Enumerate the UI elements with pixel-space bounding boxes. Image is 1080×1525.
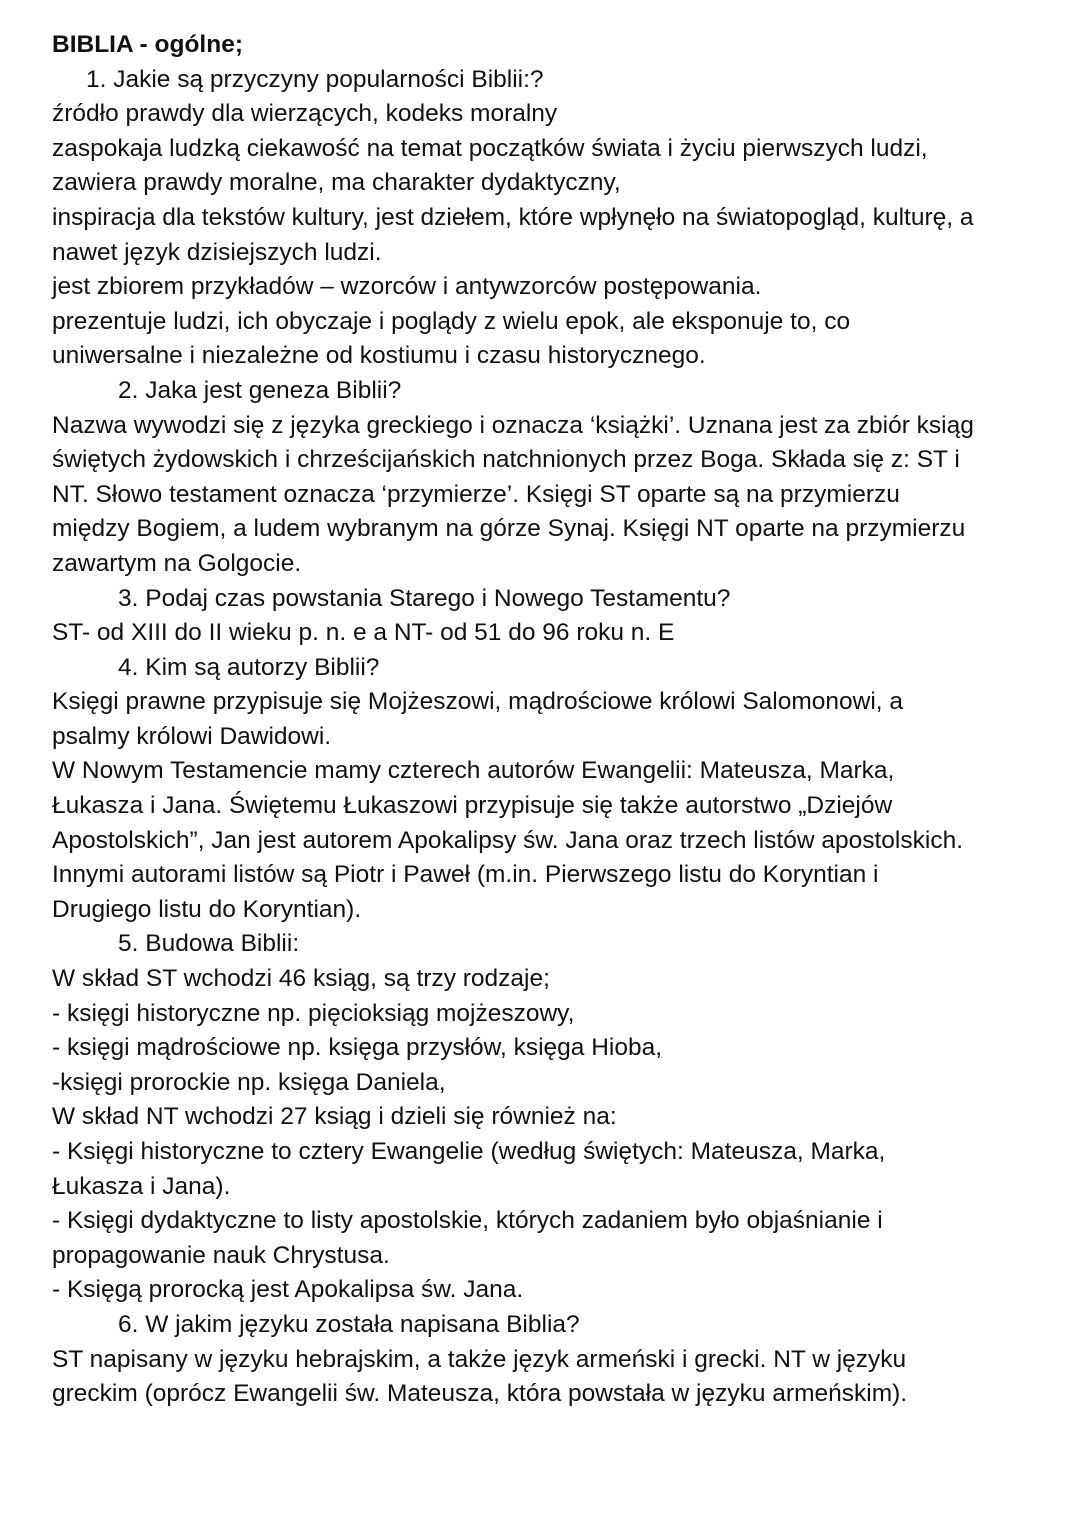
paragraph-line: Apostolskich”, Jan jest autorem Apokalipsy św. Jana oraz trzech listów apostolskich.: [52, 826, 963, 854]
paragraph-line: między Bogiem, a ludem wybranym na górze Synaj. Księgi NT oparte na przymierzu: [52, 515, 966, 543]
paragraph-line: zawartym na Golgocie.: [52, 549, 302, 577]
question-heading: 2. Jaka jest geneza Biblii?: [118, 376, 402, 404]
paragraph-line: Księgi prawne przypisuje się Mojżeszowi, mądrościowe królowi Salomonowi, a: [52, 688, 904, 716]
paragraph-line: jest zbiorem przykładów – wzorców i antywzorców postępowania.: [52, 273, 762, 301]
document-page: [52, 28, 1062, 1412]
paragraph-line: Drugiego listu do Koryntian).: [52, 895, 362, 923]
question-heading: 3. Podaj czas powstania Starego i Nowego Testamentu?: [118, 584, 731, 612]
paragraph-line: Łukasza i Jana. Świętemu Łukaszowi przypisuje się także autorstwo „Dziejów: [52, 792, 893, 820]
question-heading: 4. Kim są autorzy Biblii?: [118, 653, 380, 681]
paragraph-line: Innymi autorami listów są Piotr i Paweł (m.in. Pierwszego listu do Koryntian i: [52, 861, 879, 889]
paragraph-line: - Księgi dydaktyczne to listy apostolskie, których zadaniem było objaśnianie i: [52, 1207, 883, 1235]
paragraph-line: NT. Słowo testament oznacza ‘przymierze’. Księgi ST oparte są na przymierzu: [52, 480, 900, 508]
paragraph-line: ST- od XIII do II wieku p. n. e a NT- od 51 do 96 roku n. E: [52, 619, 675, 647]
paragraph-line: - Księgi historyczne to cztery Ewangelie (według świętych: Mateusza, Marka,: [52, 1138, 886, 1165]
paragraph-line: - księgi mądrościowe np. księga przysłów, księga Hioba,: [52, 1034, 663, 1062]
paragraph-line: -księgi prorockie np. księga Daniela,: [52, 1068, 446, 1096]
paragraph-line: świętych żydowskich i chrześcijańskich natchnionych przez Boga. Składa się z: ST i: [52, 446, 960, 474]
paragraph-line: prezentuje ludzi, ich obyczaje i poglądy z wielu epok, ale eksponuje to, co: [52, 307, 851, 335]
paragraph-line: uniwersalne i niezależne od kostiumu i czasu historycznego.: [52, 342, 706, 370]
paragraph-line: Łukasza i Jana).: [52, 1172, 231, 1200]
paragraph-line: źródło prawdy dla wierzących, kodeks moralny: [52, 100, 558, 128]
question-heading: 5. Budowa Biblii:: [118, 930, 300, 958]
paragraph-line: propagowanie nauk Chrystusa.: [52, 1241, 390, 1269]
question-heading: 6. W jakim języku została napisana Biblia?: [118, 1310, 580, 1338]
paragraph-line: inspiracja dla tekstów kultury, jest dziełem, które wpłynęło na światopogląd, kulturę, a: [52, 203, 974, 231]
question-heading: 1. Jakie są przyczyny popularności Biblii:?: [86, 65, 544, 93]
paragraph-line: nawet język dzisiejszych ludzi.: [52, 238, 382, 266]
document-body: [52, 63, 1062, 1412]
paragraph-line: - księgi historyczne np. pięcioksiąg mojżeszowy,: [52, 999, 575, 1027]
document-title: BIBLIA - ogólne;: [52, 31, 243, 58]
paragraph-line: ST napisany w języku hebrajskim, a także język armeński i grecki. NT w języku: [52, 1345, 907, 1373]
paragraph-line: greckim (oprócz Ewangelii św. Mateusza, która powstała w języku armeńskim).: [52, 1380, 908, 1408]
paragraph-line: zaspokaja ludzką ciekawość na temat początków świata i życiu pierwszych ludzi,: [52, 134, 928, 162]
paragraph-line: W Nowym Testamencie mamy czterech autorów Ewangelii: Mateusza, Marka,: [52, 757, 895, 785]
paragraph-line: psalmy królowi Dawidowi.: [52, 722, 332, 750]
paragraph-line: Nazwa wywodzi się z języka greckiego i oznacza ‘książki’. Uznana jest za zbiór ksiąg: [52, 411, 974, 439]
paragraph-line: - Księgą prorocką jest Apokalipsa św. Jana.: [52, 1276, 524, 1304]
paragraph-line: W skład ST wchodzi 46 ksiąg, są trzy rodzaje;: [52, 965, 550, 993]
paragraph-line: zawiera prawdy moralne, ma charakter dydaktyczny,: [52, 169, 621, 197]
paragraph-line: W skład NT wchodzi 27 ksiąg i dzieli się również na:: [52, 1103, 617, 1131]
